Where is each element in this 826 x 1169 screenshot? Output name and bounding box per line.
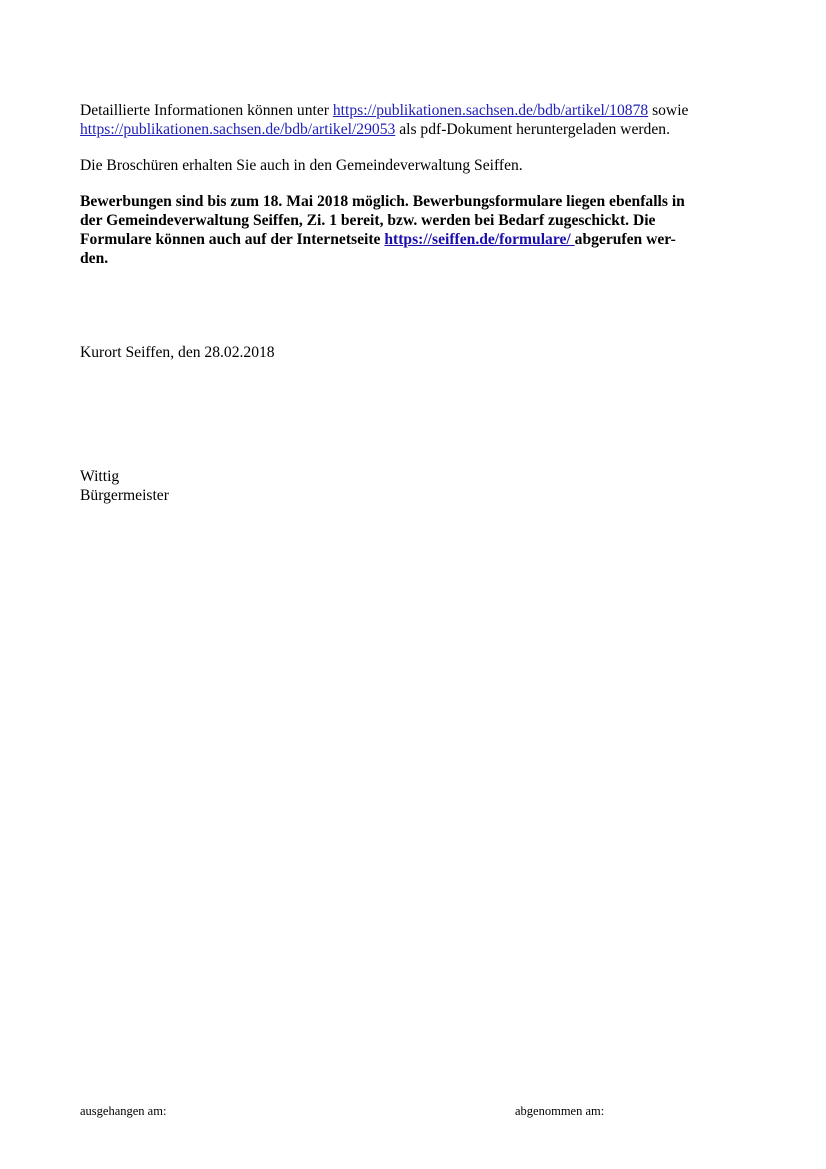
signature-name: Wittig — [80, 468, 120, 485]
posted-label: ausgehangen am: — [80, 1104, 167, 1118]
removed-label: abgenommen am: — [515, 1104, 605, 1118]
application-line-2: der Gemeindeverwaltung Seiffen, Zi. 1 bereit, bzw. werden bei Bedarf zugeschickt. Die — [80, 212, 656, 229]
application-text-3a: Formulare können auch auf der Internetseite — [80, 231, 385, 248]
brochure-note: Die Broschüren erhalten Sie auch in den Gemeindeverwaltung Seiffen. — [80, 157, 523, 174]
intro-text-3: als pdf-Dokument heruntergeladen werden. — [395, 121, 670, 138]
intro-text-1: Detaillierte Informationen können unter — [80, 102, 333, 119]
application-line-3 — [80, 230, 676, 249]
link-artikel-29053[interactable]: https://publikationen.sachsen.de/bdb/artikel/29053 — [80, 121, 396, 138]
intro-line-1 — [80, 101, 688, 120]
application-text-3b: abgerufen wer- — [574, 231, 676, 248]
place-date: Kurort Seiffen, den 28.02.2018 — [80, 344, 275, 361]
link-formulare[interactable]: https://seiffen.de/formulare/ — [384, 231, 575, 248]
application-line-1: Bewerbungen sind bis zum 18. Mai 2018 möglich. Bewerbungsformulare liegen ebenfalls in — [80, 193, 685, 210]
intro-line-2 — [80, 120, 670, 139]
application-line-4: den. — [80, 250, 109, 267]
link-artikel-10878[interactable]: https://publikationen.sachsen.de/bdb/artikel/10878 — [332, 102, 649, 119]
intro-text-2: sowie — [648, 102, 689, 119]
signature-title: Bürgermeister — [80, 487, 169, 504]
